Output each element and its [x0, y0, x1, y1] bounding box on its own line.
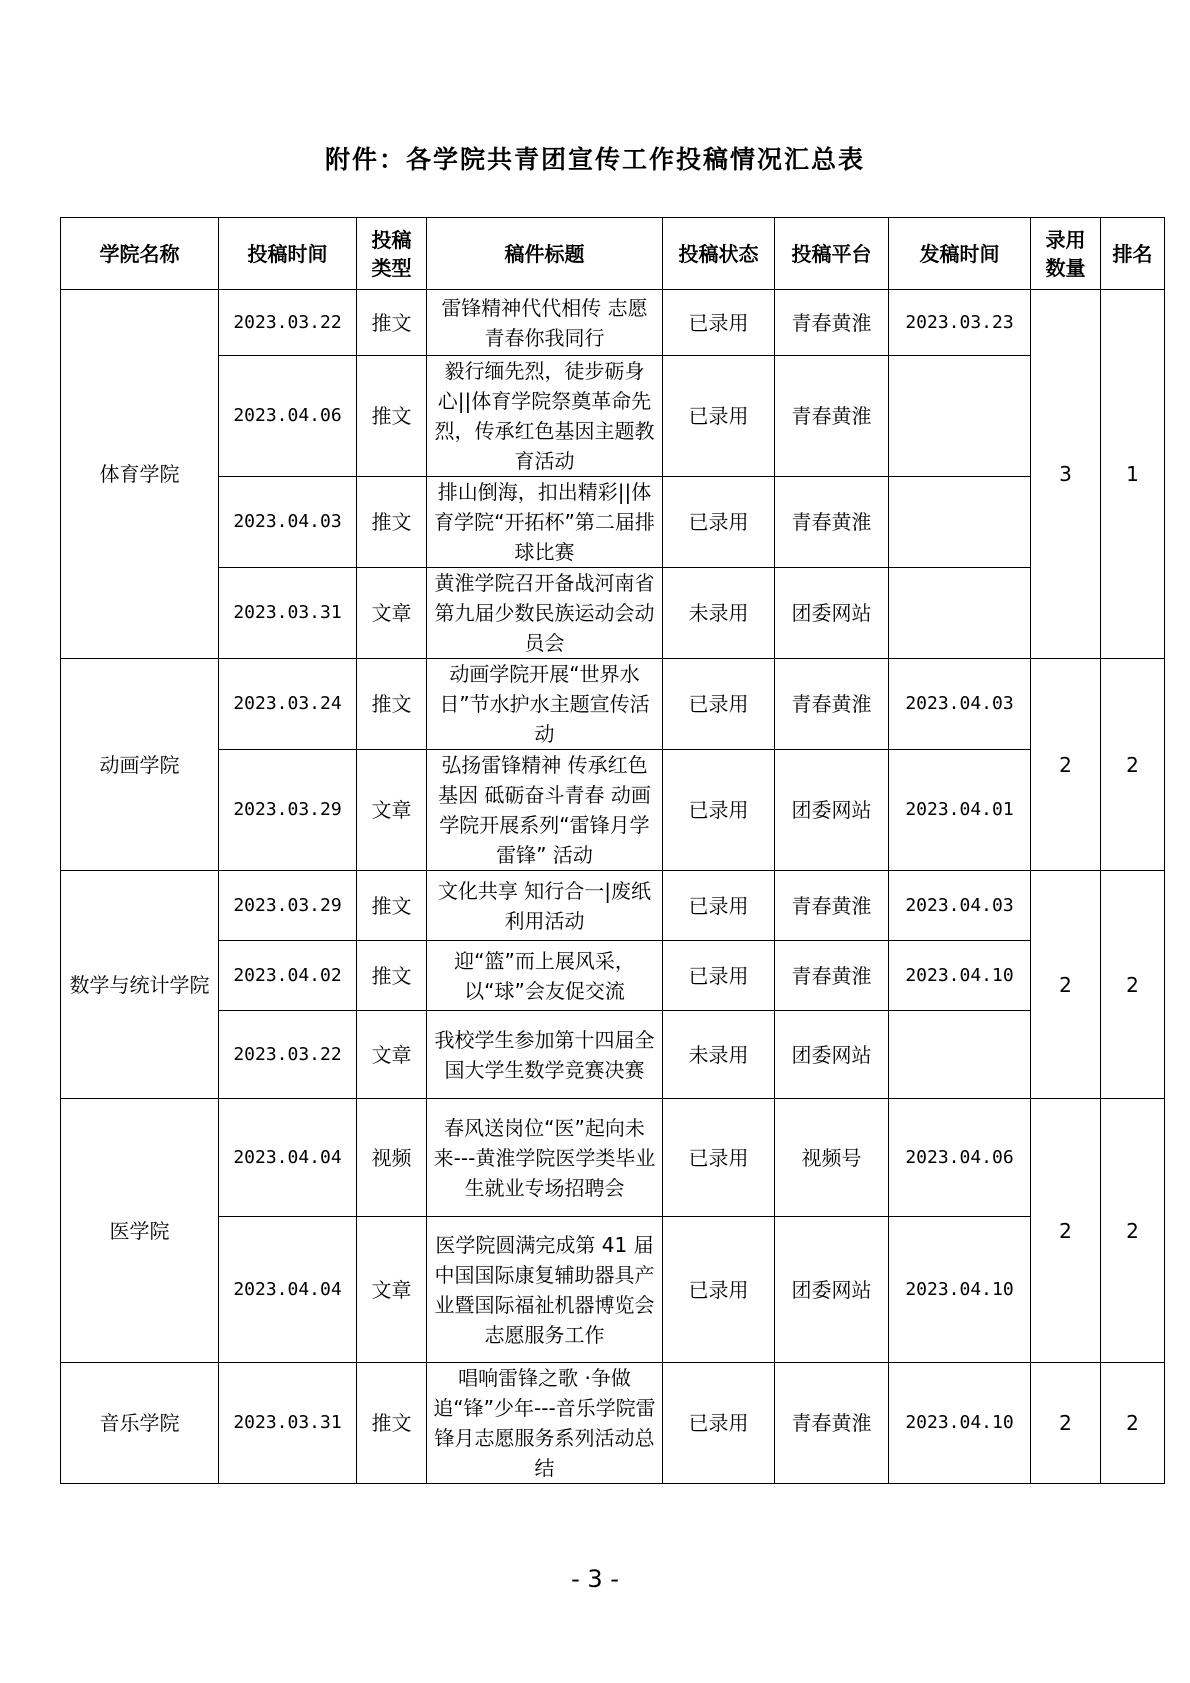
table-row	[61, 290, 1165, 356]
table-row	[61, 1099, 1165, 1217]
accepted-count: 2	[1031, 1099, 1101, 1363]
submit-type: 推文	[357, 1363, 427, 1484]
header-submit-time: 投稿时间	[219, 218, 357, 290]
college-name: 数学与统计学院	[61, 871, 219, 1099]
rank: 2	[1101, 1099, 1165, 1363]
publish-time: 2023.04.10	[889, 941, 1031, 1011]
status: 已录用	[663, 290, 775, 356]
table-row	[61, 1011, 1165, 1099]
submit-type: 推文	[357, 941, 427, 1011]
submit-time: 2023.04.03	[219, 477, 357, 568]
status: 未录用	[663, 568, 775, 659]
header-row	[61, 218, 1165, 290]
publish-time	[889, 568, 1031, 659]
publish-time: 2023.04.10	[889, 1217, 1031, 1363]
header-type: 投稿类型	[357, 218, 427, 290]
header-rank: 排名	[1101, 218, 1165, 290]
submit-time: 2023.03.24	[219, 659, 357, 750]
table-row	[61, 568, 1165, 659]
submit-time: 2023.04.04	[219, 1217, 357, 1363]
status: 已录用	[663, 1363, 775, 1484]
rank: 2	[1101, 871, 1165, 1099]
publish-time: 2023.04.01	[889, 750, 1031, 871]
header-headline: 稿件标题	[427, 218, 663, 290]
publish-time: 2023.04.06	[889, 1099, 1031, 1217]
submit-time: 2023.03.29	[219, 871, 357, 941]
publish-time: 2023.04.03	[889, 659, 1031, 750]
submit-time: 2023.04.02	[219, 941, 357, 1011]
rank: 2	[1101, 1363, 1165, 1484]
headline: 医学院圆满完成第 41 届中国国际康复辅助器具产业暨国际福祉机器博览会志愿服务工作	[427, 1217, 663, 1363]
page-title: 附件：各学院共青团宣传工作投稿情况汇总表	[324, 145, 865, 174]
page-number: - 3 -	[571, 1565, 619, 1593]
publish-time	[889, 477, 1031, 568]
submit-type: 推文	[357, 659, 427, 750]
submit-type: 视频	[357, 1099, 427, 1217]
platform: 青春黄淮	[775, 659, 889, 750]
platform: 青春黄淮	[775, 941, 889, 1011]
submit-time: 2023.03.22	[219, 1011, 357, 1099]
headline: 迎“篮”而上展风采，以“球”会友促交流	[427, 941, 663, 1011]
headline: 黄淮学院召开备战河南省第九届少数民族运动会动员会	[427, 568, 663, 659]
publish-time: 2023.04.10	[889, 1363, 1031, 1484]
publish-time: 2023.04.03	[889, 871, 1031, 941]
status: 已录用	[663, 356, 775, 477]
submit-time: 2023.03.29	[219, 750, 357, 871]
headline: 春风送岗位“医”起向未来---黄淮学院医学类毕业生就业专场招聘会	[427, 1099, 663, 1217]
rank: 1	[1101, 290, 1165, 659]
platform: 团委网站	[775, 1011, 889, 1099]
status: 已录用	[663, 871, 775, 941]
accepted-count: 3	[1031, 290, 1101, 659]
college-name: 医学院	[61, 1099, 219, 1363]
submit-time: 2023.04.06	[219, 356, 357, 477]
status: 已录用	[663, 477, 775, 568]
table-row	[61, 1217, 1165, 1363]
headline: 毅行缅先烈，徒步砺身心||体育学院祭奠革命先烈，传承红色基因主题教育活动	[427, 356, 663, 477]
college-name: 体育学院	[61, 290, 219, 659]
publish-time: 2023.03.23	[889, 290, 1031, 356]
platform: 青春黄淮	[775, 477, 889, 568]
college-name: 音乐学院	[61, 1363, 219, 1484]
submit-type: 推文	[357, 871, 427, 941]
table-row	[61, 750, 1165, 871]
headline: 唱响雷锋之歌 ·争做追“锋”少年---音乐学院雷锋月志愿服务系列活动总结	[427, 1363, 663, 1484]
platform: 团委网站	[775, 568, 889, 659]
headline: 文化共享 知行合一|废纸利用活动	[427, 871, 663, 941]
table-row	[61, 1363, 1165, 1484]
submit-type: 文章	[357, 750, 427, 871]
table-row	[61, 941, 1165, 1011]
status: 已录用	[663, 750, 775, 871]
submit-type: 文章	[357, 1011, 427, 1099]
accepted-count: 2	[1031, 871, 1101, 1099]
publish-time	[889, 356, 1031, 477]
platform: 团委网站	[775, 1217, 889, 1363]
table-row	[61, 659, 1165, 750]
accepted-count: 2	[1031, 1363, 1101, 1484]
submit-type: 文章	[357, 1217, 427, 1363]
rank: 2	[1101, 659, 1165, 871]
platform: 视频号	[775, 1099, 889, 1217]
submit-time: 2023.04.04	[219, 1099, 357, 1217]
headline: 排山倒海，扣出精彩||体育学院“开拓杯”第二届排球比赛	[427, 477, 663, 568]
submit-type: 文章	[357, 568, 427, 659]
college-name: 动画学院	[61, 659, 219, 871]
header-platform: 投稿平台	[775, 218, 889, 290]
submit-type: 推文	[357, 477, 427, 568]
table-row	[61, 477, 1165, 568]
table-row	[61, 356, 1165, 477]
status: 已录用	[663, 1217, 775, 1363]
headline: 弘扬雷锋精神 传承红色基因 砥砺奋斗青春 动画学院开展系列“雷锋月学雷锋” 活动	[427, 750, 663, 871]
submit-time: 2023.03.31	[219, 1363, 357, 1484]
platform: 团委网站	[775, 750, 889, 871]
headline: 雷锋精神代代相传 志愿青春你我同行	[427, 290, 663, 356]
accepted-count: 2	[1031, 659, 1101, 871]
submission-table	[60, 217, 1165, 1484]
platform: 青春黄淮	[775, 1363, 889, 1484]
header-accepted: 录用数量	[1031, 218, 1101, 290]
status: 未录用	[663, 1011, 775, 1099]
submit-time: 2023.03.22	[219, 290, 357, 356]
headline: 动画学院开展“世界水日”节水护水主题宣传活动	[427, 659, 663, 750]
status: 已录用	[663, 941, 775, 1011]
status: 已录用	[663, 1099, 775, 1217]
publish-time	[889, 1011, 1031, 1099]
header-college: 学院名称	[61, 218, 219, 290]
header-publish-time: 发稿时间	[889, 218, 1031, 290]
platform: 青春黄淮	[775, 356, 889, 477]
submit-type: 推文	[357, 290, 427, 356]
submit-time: 2023.03.31	[219, 568, 357, 659]
platform: 青春黄淮	[775, 290, 889, 356]
status: 已录用	[663, 659, 775, 750]
header-status: 投稿状态	[663, 218, 775, 290]
submit-type: 推文	[357, 356, 427, 477]
platform: 青春黄淮	[775, 871, 889, 941]
headline: 我校学生参加第十四届全国大学生数学竞赛决赛	[427, 1011, 663, 1099]
table-row	[61, 871, 1165, 941]
